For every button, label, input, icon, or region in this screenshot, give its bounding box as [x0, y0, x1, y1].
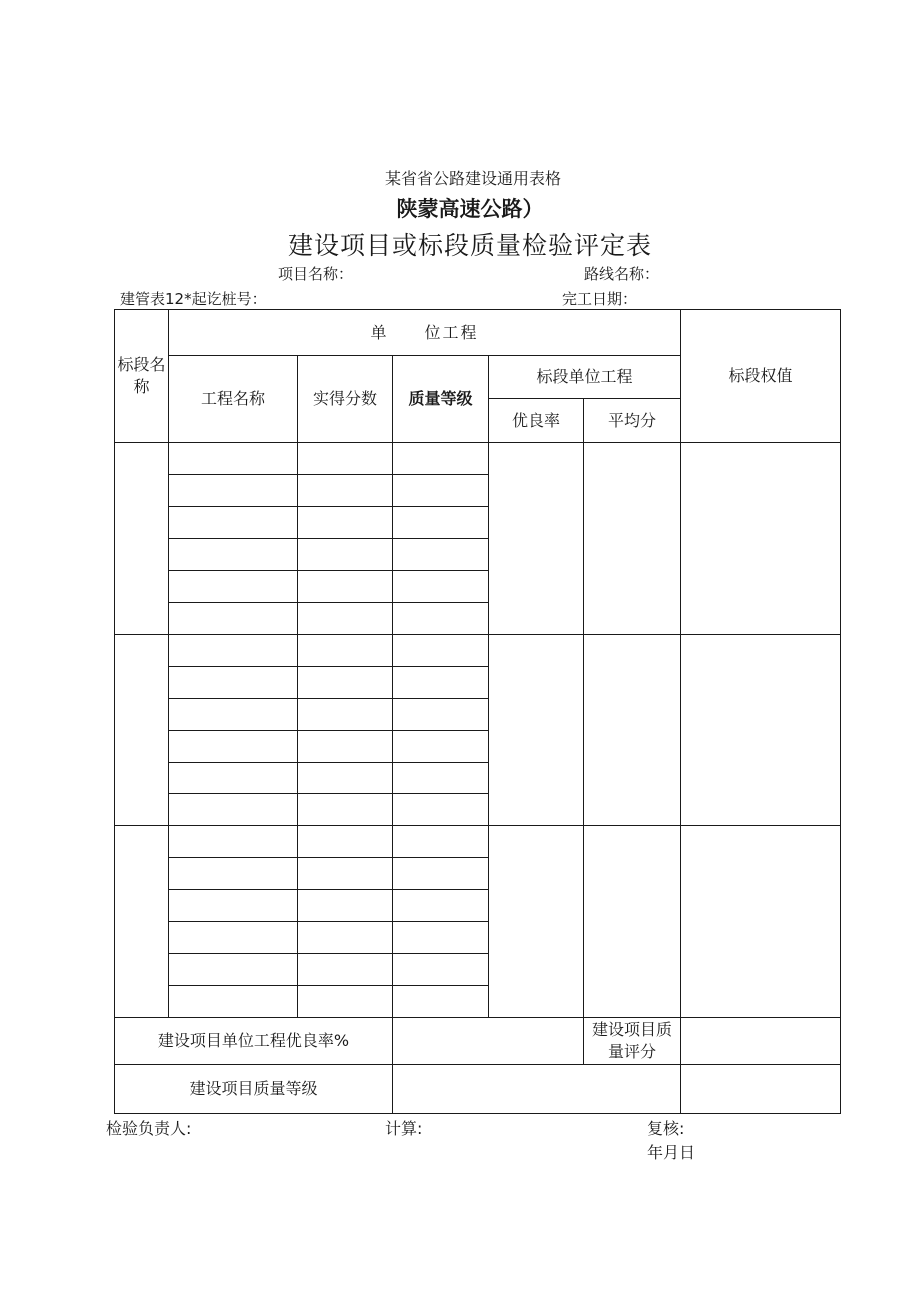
- average-score-header: 平均分: [607, 410, 656, 430]
- table-row: [168, 698, 488, 699]
- column-divider: [488, 355, 489, 1017]
- table-border-right: [840, 309, 841, 1114]
- section-weight-header: 标段权值: [728, 366, 793, 385]
- table-row: [168, 538, 488, 539]
- form-subtitle: 某省省公路建设通用表格: [384, 169, 561, 188]
- summary-excellence-label: 建设项目单位工程优良率%: [157, 1031, 350, 1050]
- table-row: [168, 857, 488, 858]
- excellence-rate-header: 优良率: [511, 410, 560, 430]
- column-divider: [297, 355, 298, 1017]
- form-number-field: 建管表12*起讫桩号：: [120, 290, 267, 308]
- table-row: [168, 985, 488, 986]
- page-title: 建设项目或标段质量检验评定表: [287, 231, 652, 260]
- table-row: [168, 953, 488, 954]
- column-divider: [583, 398, 584, 1017]
- section-unit-header: 标段单位工程: [536, 367, 633, 386]
- road-name: 陕蒙高速公路）: [396, 197, 544, 221]
- table-row: [168, 730, 488, 731]
- table-row: [168, 921, 488, 922]
- unit-project-header: 单 位工程: [370, 322, 479, 342]
- summary-quality-score-header: [584, 1018, 680, 1064]
- group-separator: [114, 825, 841, 826]
- project-name-field: 项目名称：: [278, 265, 354, 283]
- project-name-header: 工程名称: [200, 389, 265, 408]
- calculator-signature: 计算:: [385, 1119, 423, 1138]
- table-row: [168, 570, 488, 571]
- table-row: [168, 602, 488, 603]
- summary-quality-grade-label: 建设项目质量等级: [189, 1079, 318, 1098]
- quality-grade-header: 质量等级: [408, 389, 473, 408]
- section-name-header-text: 标段名称: [117, 355, 166, 396]
- table-row: [168, 793, 488, 794]
- table-row: [168, 762, 488, 763]
- table-row: [168, 506, 488, 507]
- table-row: [168, 666, 488, 667]
- table-row: [168, 474, 488, 475]
- inspector-signature: 检验负责人:: [106, 1119, 192, 1138]
- section-name-header: [115, 310, 168, 442]
- completion-date-field: 完工日期：: [562, 290, 638, 308]
- table-row: [168, 889, 488, 890]
- table-border-bottom: [114, 1113, 841, 1114]
- column-divider: [392, 355, 393, 1113]
- reviewer-signature: 复核:: [647, 1119, 685, 1138]
- group-separator: [114, 634, 841, 635]
- score-header: 实得分数: [312, 389, 377, 408]
- summary-quality-score-label: 建设项目质量评分: [591, 1020, 672, 1061]
- date-field: 年月日: [647, 1143, 696, 1162]
- header-bottom-line: [114, 442, 841, 443]
- route-name-field: 路线名称：: [584, 265, 660, 283]
